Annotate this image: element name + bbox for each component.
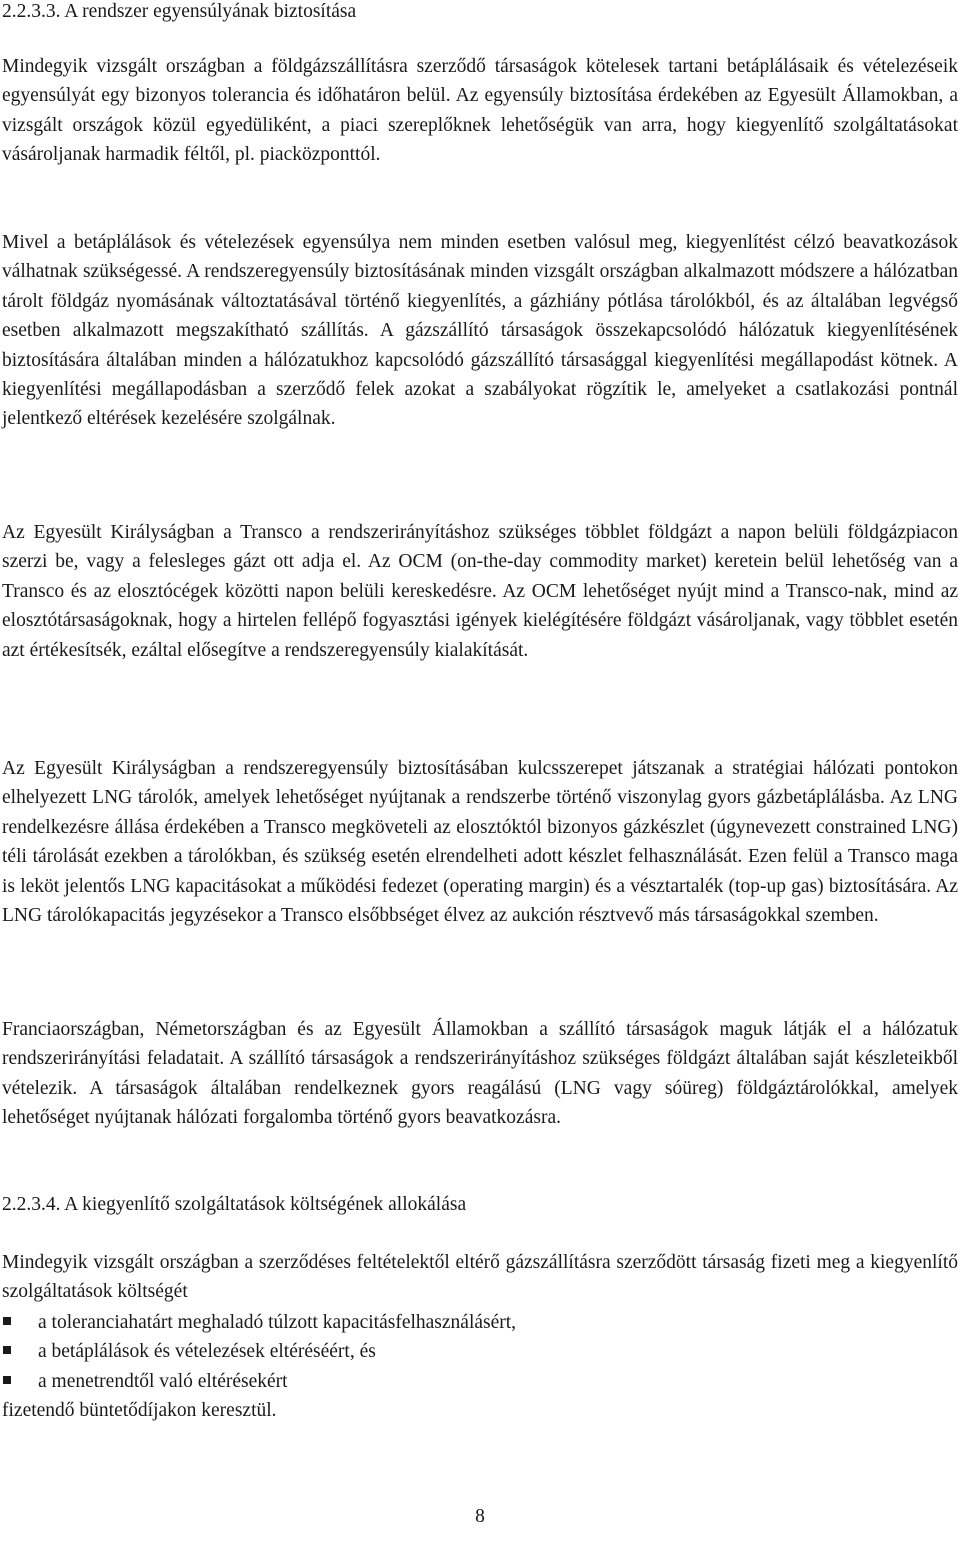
paragraph-3: Az Egyesült Királyságban a Transco a rendszerirányításhoz szükséges többlet földgázt a napon belüli földgázpiacon szerzi be, vagy a felesleges gázt ott adja el. Az OCM (on-the-day commodity market) keretein belül lehetőség van a Transco és az elosztócégek közötti napon belüli kereskedésre. Az OCM lehetőséget nyújt mind a Transco-nak, mind az elosztótársaságoknak, hogy a hirtelen fellépő fogyasztási igények kielégítésére földgázt vásároljanak, vagy többlet esetén azt értékesítsék, ezáltal elősegítve a rendszeregyensúly kialakítását.	[2, 522, 958, 661]
square-bullet-icon	[3, 1376, 11, 1384]
allocation-intro: Mindegyik vizsgált országban a szerződéses feltételektől eltérő gázszállításra szerződött társaság fizeti meg a kiegyenlítő szolgáltatások költségét	[2, 1252, 958, 1303]
section-heading-2-2-3-3: 2.2.3.3. A rendszer egyensúlyának biztosítása	[2, 1, 357, 22]
paragraph-2: Mivel a betáplálások és vételezések egyensúlya nem minden esetben valósul meg, kiegyenlítést célzó beavatkozások válhatnak szükségessé. A rendszeregyensúly biztosításának minden vizsgált országban alkalmazott módszere a hálózatban tárolt földgáz nyomásának változtatásával történő kiegyenlítés, a gázhiány pótlása tárolókból, és az általában legvégső esetben alkalmazott megszakítható szállítás. A gázszállító társaságok összekapcsolódó hálózatuk kiegyenlítésének biztosítására általában minden a hálózatukhoz kapcsolódó gázszállító társasággal kiegyenlítési megállapodást kötnek. A kiegyenlítési megállapodásban a szerződő felek azokat a szabályokat rögzítik le, amelyeket a csatlakozási pontnál jelentkező eltérések kezelésére szolgálnak.	[2, 232, 958, 430]
paragraph-5: Franciaországban, Németországban és az Egyesült Államokban a szállító társaságok maguk látják el a hálózatuk rendszerirányítási feladatait. A szállító társaságok a rendszerirányításhoz szükséges földgázt általában saját készleteikből vételezik. A társaságok általában rendelkeznek gyors reagálású (LNG vagy sóüreg) földgáztárolókkal, amelyek lehetőséget nyújtanak hálózati forgalomba történő gyors beavatkozásra.	[2, 1019, 958, 1129]
square-bullet-icon	[3, 1346, 11, 1354]
list-item	[2, 1308, 958, 1337]
list-item-text: a toleranciahatárt meghaladó túlzott kapacitásfelhasználásért,	[38, 1312, 517, 1333]
list-item-text: a betáplálások és vételezések eltéréséért, és	[38, 1341, 376, 1363]
list-item	[2, 1337, 958, 1366]
paragraph-4: Az Egyesült Királyságban a rendszeregyensúly biztosításában kulcsszerepet játszanak a stratégiai hálózati pontokon elhelyezett LNG tárolók, amelyek lehetőséget nyújtanak a rendszerbe történő viszonylag gyors gázbetáplálásba. Az LNG rendelkezésre állása érdekében a Transco megköveteli az elosztóktól bizonyos gázkészlet (úgynevezett constrained LNG) téli tárolását ezekben a tárolókban, és szükség esetén elrendelheti adott készlet felhasználását. Ezen felül a Transco maga is leköt jelentős LNG kapacitásokat a működési fedezet (operating margin) és a vésztartalék (top-up gas) biztosítására. Az LNG tárolókapacitás jegyzésekor a Transco elsőbbséget élvez az aukción résztvevő más társaságokkal szemben.	[2, 758, 958, 927]
allocation-bullet-list	[2, 1308, 958, 1396]
allocation-closing: fizetendő büntetődíjakon keresztül.	[2, 1400, 277, 1421]
page-number: 8	[475, 1506, 485, 1527]
section-heading-2-2-3-4: 2.2.3.4. A kiegyenlítő szolgáltatások költségének allokálása	[2, 1194, 467, 1215]
list-item-text: a menetrendtől való eltérésekért	[38, 1370, 288, 1392]
square-bullet-icon	[3, 1317, 11, 1325]
list-item	[2, 1367, 958, 1396]
paragraph-1: Mindegyik vizsgált országban a földgázszállításra szerződő társaságok kötelesek tartani betáplálásaik és vételezéseik egyensúlyát egy bizonyos tolerancia és időhatáron belül. Az egyensúly biztosítása érdekében az Egyesült Államokban, a vizsgált országok közül egyedüliként, a piaci szereplőknek lehetőségük van arra, hogy kiegyenlítő szolgáltatásokat vásároljanak harmadik féltől, pl. piacközponttól.	[2, 56, 958, 166]
